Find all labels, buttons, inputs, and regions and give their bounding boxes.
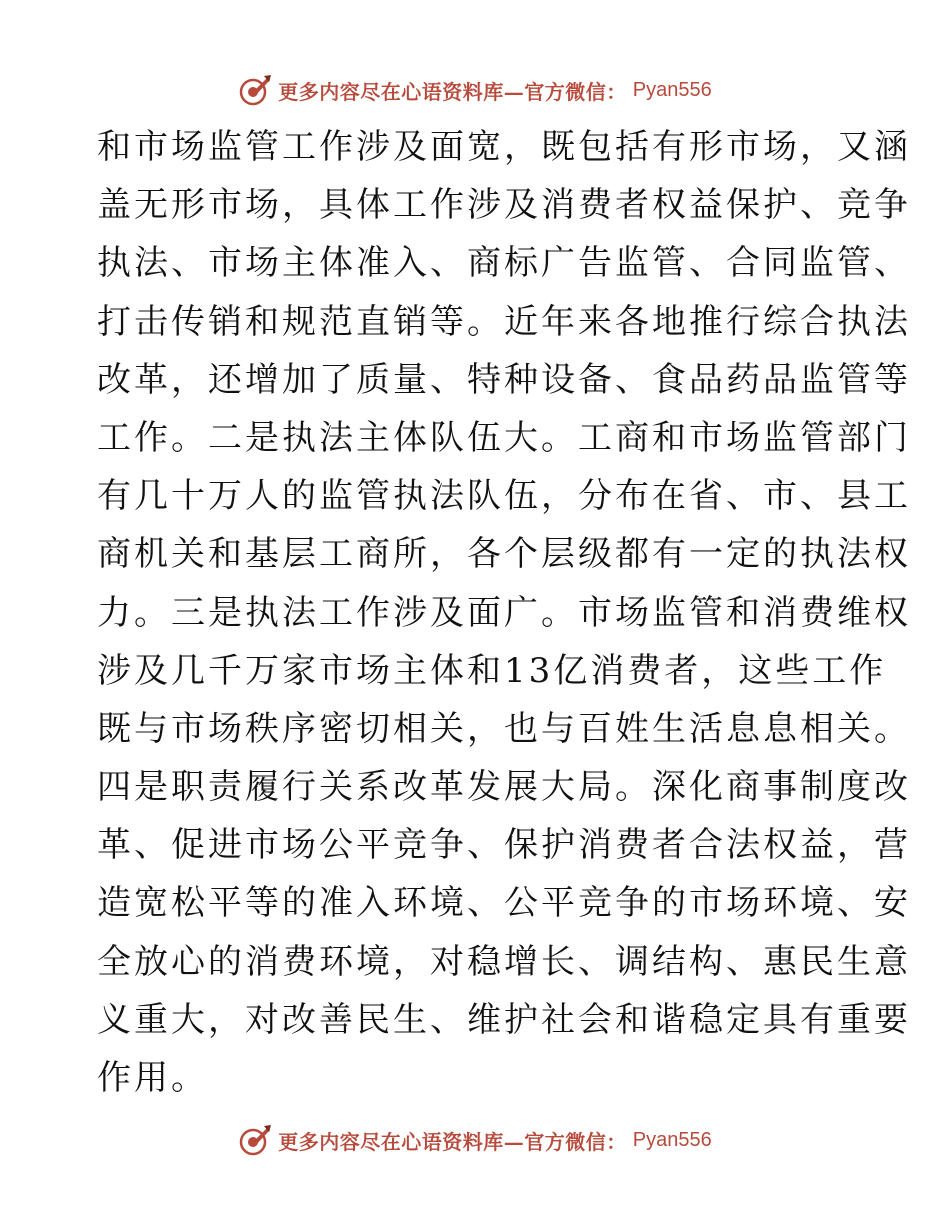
- watermark-wechat-id: Pyan556: [632, 78, 712, 101]
- quill-logo-icon: [238, 1123, 272, 1157]
- text-line: 盖无形市场，具体工作涉及消费者权益保护、竞争: [97, 185, 911, 226]
- text-line: 和市场监管工作涉及面宽，既包括有形市场，又涵: [97, 127, 911, 167]
- header-watermark: [0, 70, 950, 110]
- watermark-text: 更多内容尽在心语资料库—官方微信：: [278, 79, 627, 104]
- text-line: 执法、市场主体准入、商标广告监管、合同监管、: [97, 243, 911, 284]
- text-line: 改革，还增加了质量、特种设备、食品药品监管等: [97, 359, 911, 400]
- text-line: 作用。: [97, 1058, 208, 1098]
- text-line: 工作。二是执法主体队伍大。工商和市场监管部门: [97, 417, 911, 458]
- watermark-text: 更多内容尽在心语资料库—官方微信：: [278, 1129, 627, 1154]
- quill-logo-icon: [238, 73, 272, 107]
- text-line: 全放心的消费环境，对稳增长、调结构、惠民生意: [97, 941, 911, 982]
- text-line: 造宽松平等的准入环境、公平竞争的市场环境、安: [97, 883, 911, 924]
- text-line: 既与市场秩序密切相关，也与百姓生活息息相关。: [97, 708, 911, 749]
- text-line: 打击传销和规范直销等。近年来各地推行综合执法: [97, 301, 911, 342]
- text-line: 商机关和基层工商所，各个层级都有一定的执法权: [97, 534, 911, 575]
- footer-watermark: [0, 1120, 950, 1160]
- text-line: 革、促进市场公平竞争、保护消费者合法权益，营: [97, 825, 911, 866]
- text-line: 四是职责履行关系改革发展大局。深化商事制度改: [97, 767, 911, 808]
- text-line: 涉及几千万家市场主体和13亿消费者，这些工作: [97, 650, 887, 691]
- document-body: [97, 118, 911, 1107]
- watermark-wechat-id: Pyan556: [632, 1128, 712, 1151]
- text-line: 有几十万人的监管执法队伍，分布在省、市、县工: [97, 476, 911, 517]
- text-line: 义重大，对改善民生、维护社会和谐稳定具有重要: [97, 999, 911, 1040]
- text-line: 力。三是执法工作涉及面广。市场监管和消费维权: [97, 592, 911, 633]
